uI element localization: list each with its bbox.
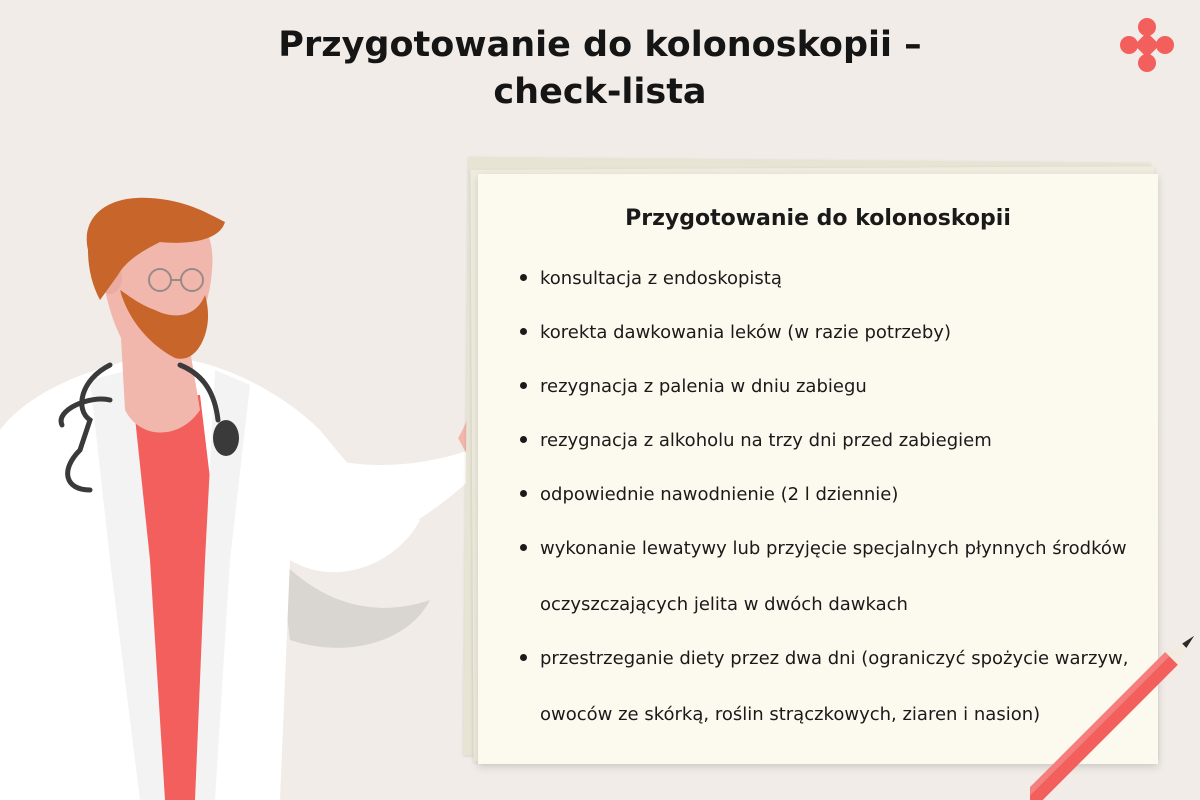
- checklist-item: [518, 426, 1138, 456]
- checklist-item-text-continued: owoców ze skórką, roślin strączkowych, ziaren i nasion): [540, 704, 1041, 725]
- checklist-item-text: przestrzeganie diety przez dwa dni (ograniczyć spożycie warzyw,: [540, 648, 1129, 669]
- checklist-item-text: konsultacja z endoskopistą: [540, 268, 782, 289]
- arm-shadow: [280, 560, 430, 648]
- page-title-line-2: check-lista: [493, 72, 707, 112]
- page-title: [0, 22, 1200, 116]
- checklist-item-text: rezygnacja z alkoholu na trzy dni przed zabiegiem: [540, 430, 992, 451]
- pencil-icon: [1030, 630, 1200, 800]
- checklist-item: [518, 480, 1138, 510]
- checklist-item-text-continued: oczyszczających jelita w dwóch dawkach: [540, 594, 908, 615]
- checklist-item-text: korekta dawkowania leków (w razie potrzeby): [540, 322, 951, 343]
- checklist-item-text: wykonanie lewatywy lub przyjęcie specjalnych płynnych środków: [540, 538, 1127, 559]
- checklist-item: [518, 534, 1138, 620]
- checklist-item-text: odpowiednie nawodnienie (2 l dziennie): [540, 484, 899, 505]
- checklist-item-text: rezygnacja z palenia w dniu zabiegu: [540, 376, 867, 397]
- checklist-title: Przygotowanie do kolonoskopii: [625, 206, 1011, 231]
- page-title-line-1: Przygotowanie do kolonoskopii –: [278, 25, 922, 65]
- checklist-item: [518, 264, 1138, 294]
- checklist-item: [518, 372, 1138, 402]
- medical-cross-dots-icon: [1118, 16, 1176, 74]
- checklist-item: [518, 318, 1138, 348]
- stethoscope-chestpiece: [213, 420, 239, 456]
